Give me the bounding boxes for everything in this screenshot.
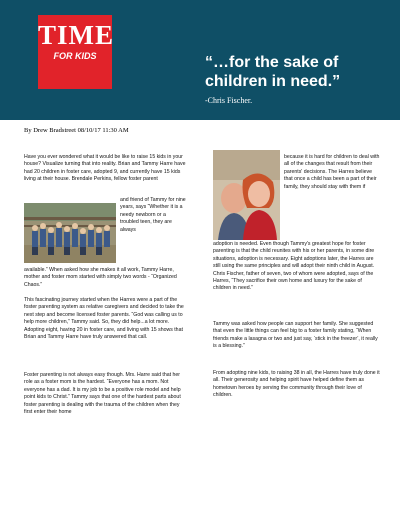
article-paragraph-4-end: adoption is needed. Even though Tammy's greatest hope for foster parenting is that the child reunites with his or her parents, in some dire situations, adoption is necessary. Eight adoptions later, the Harres are still using the same principles and will adopt their ninth child in August. Chris Fischer, father of seven, two of whom were adopted, says of the Harres, “They sacrifice their own home and luxury for the sake of children in need.”	[213, 241, 375, 292]
logo-wordmark: TIME	[38, 20, 115, 50]
article-paragraph-3: Foster parenting is not always easy though. Mrs. Harre said that her role as a foster mom is the hardest. “Everyone has a mom. Not everyone has a dad. It is my job to be a positive role model and help point kids to Christ.” Tammy says that one of the hardest parts about foster parenting is dealing with the trauma of the children when they first enter their home	[24, 372, 181, 416]
article-paragraph-1-end: available.” When asked how she makes it all work, Tammy Harre, mother and foster mom started with simply two words - “Organized Chaos.”	[24, 267, 177, 288]
time-for-kids-logo	[38, 15, 115, 89]
couple-portrait-image	[213, 150, 280, 240]
article-paragraph-1-wrap: and friend of Tammy for nine years, says “Whether it is a needy newborn or a troubled teen, they are always	[120, 197, 186, 233]
logo-subtitle: FOR KIDS	[53, 51, 97, 61]
couple-portrait-photo	[213, 150, 280, 240]
pull-quote	[205, 53, 400, 91]
pull-quote-line-1: “…for the sake of	[205, 54, 339, 71]
article-paragraph-4: because it is hard for children to deal with all of the changes that result from their parents' decisions. The Harres believe that once a child has been a part of their family, they should stay with them if	[284, 154, 380, 190]
article-paragraph-5: Tammy was asked how people can support her family. She suggested that even the little things can feel big to a foster family stating, “When friends make a lasagna or two and just say, ‘stick in the freezer’, it really is a blessing.”	[213, 321, 378, 350]
family-group-photo-image	[24, 203, 116, 263]
header-banner	[0, 0, 400, 120]
article-paragraph-1: Have you ever wondered what it would be like to raise 15 kids in your house? Visualize turning that into reality. Brian and Tammy Harre have had 20 children in foster care, adopted 9, and currently have 15 kids living at their house. Brendale Perkins, fellow foster parent	[24, 154, 186, 183]
article-paragraph-2: This fascinating journey started when the Harres were a part of the foster parenting system as relative caregivers and decided to take the next step and become licensed foster parents. “God was calling us to help more children,” Tammy said. So, they did help...a lot more. Adopting eight, having 20 in foster care, and living with 15 shows that Brian and Tammy Harre have truly answered that call.	[24, 297, 184, 341]
article-paragraph-6: From adopting nine kids, to raising 38 in all, the Harres have truly done it all. Their generosity and helping spirit have helped define them as hometown heroes by serving the community through their love of children.	[213, 370, 380, 399]
quote-attribution: -Chris Fischer.	[205, 96, 253, 105]
byline: By Drew Bradstreet 08/10/17 11:30 AM	[24, 127, 129, 134]
pull-quote-line-2: children in need.”	[205, 73, 341, 90]
family-group-photo	[24, 203, 116, 263]
